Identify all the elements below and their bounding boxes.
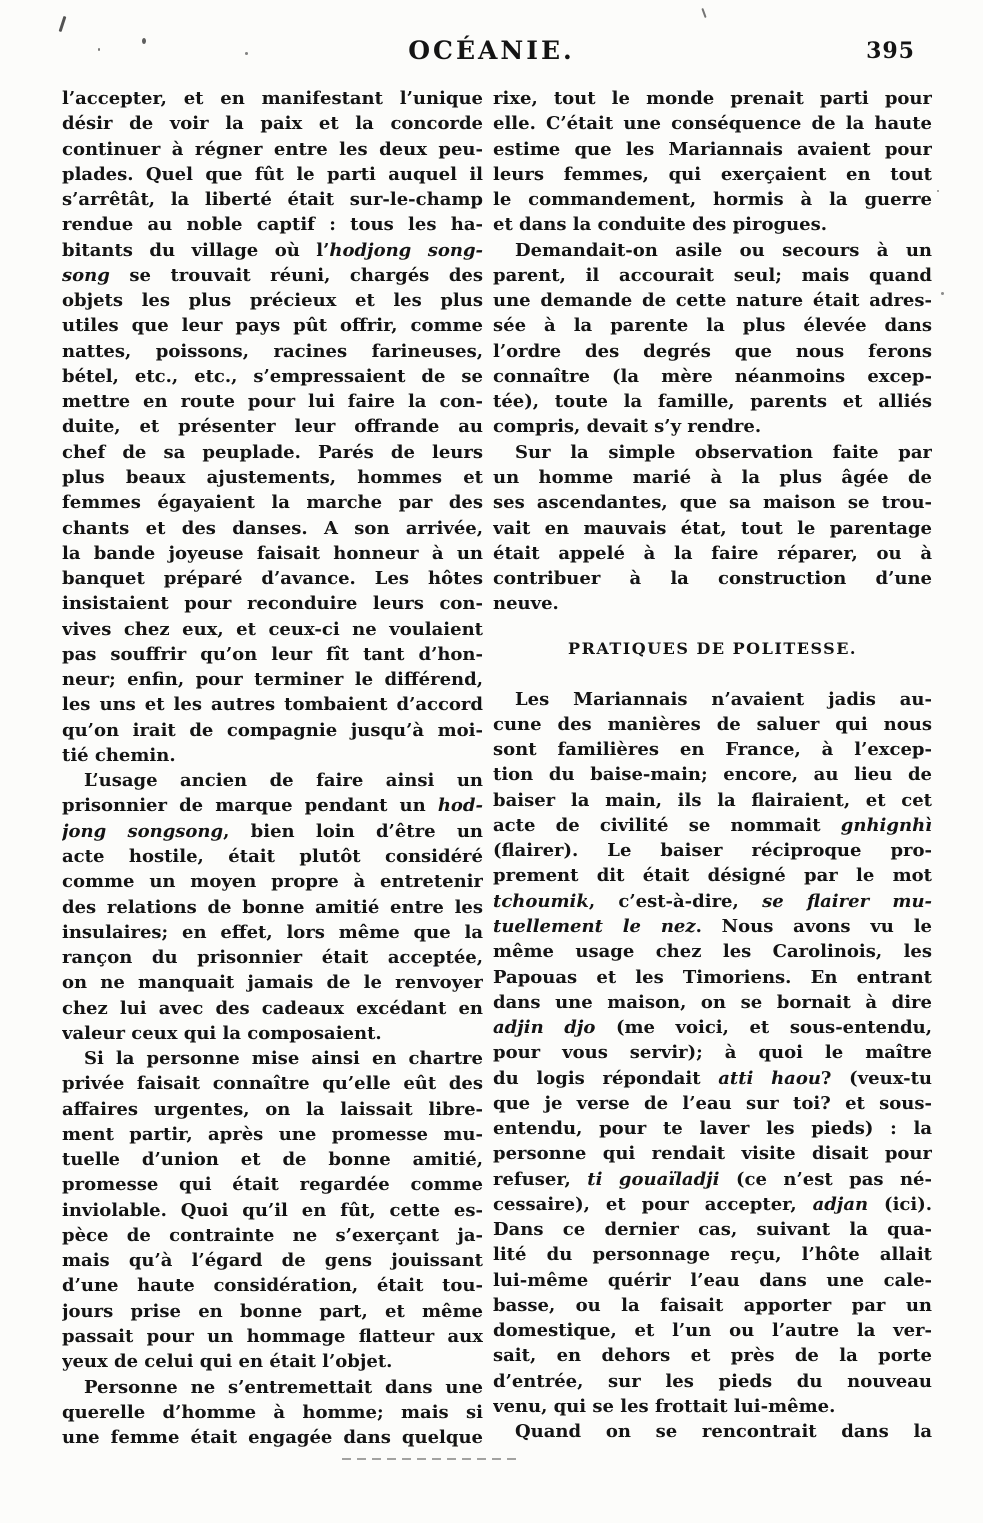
ink-speck bbox=[59, 16, 67, 32]
text-line: entendu, pour te laver les pieds) : la bbox=[493, 1118, 932, 1140]
section-heading: PRATIQUES DE POLITESSE. bbox=[568, 638, 857, 658]
text-line: le commandement, hormis à la guerre bbox=[493, 189, 932, 211]
text-columns bbox=[62, 86, 932, 1450]
text-line: affaires urgentes, on la laissait libre- bbox=[62, 1098, 483, 1120]
text-line: neur; enfin, pour terminer le différend, bbox=[62, 669, 483, 691]
text-line: valeur ceux qui la composaient. bbox=[62, 1022, 382, 1044]
text-line: continuer à régner entre les deux peu- bbox=[62, 138, 483, 160]
text-line: qu’on irait de compagnie jusqu’à moi- bbox=[62, 719, 483, 741]
text-line: tié chemin. bbox=[62, 744, 176, 766]
text-line: cessaire), et pour accepter, adjan (ici). bbox=[493, 1193, 932, 1215]
page-number: 395 bbox=[866, 38, 915, 64]
text-line: on ne manquait jamais de le renvoyer bbox=[62, 972, 483, 994]
ink-speck bbox=[98, 48, 100, 51]
text-line: sont familières en France, à l’excep- bbox=[493, 739, 932, 761]
text-line: rançon du prisonnier était acceptée, bbox=[62, 947, 483, 969]
text-line: prisonnier de marque pendant un hod- bbox=[62, 795, 483, 817]
paragraph bbox=[493, 86, 932, 238]
text-line: promesse qui était regardée comme bbox=[62, 1174, 483, 1196]
text-line: une femme était engagée dans quelque bbox=[62, 1427, 483, 1449]
text-line: dans une maison, on se bornait à dire bbox=[493, 991, 932, 1013]
paragraph bbox=[62, 1046, 483, 1374]
text-line: yeux de celui qui en était l’objet. bbox=[62, 1351, 393, 1373]
text-line: estime que les Mariannais avaient pour bbox=[493, 138, 932, 160]
ink-speck bbox=[245, 52, 248, 55]
text-line: Personne ne s’entremettait dans une bbox=[84, 1376, 483, 1398]
text-line: chants et des danses. A son arrivée, bbox=[62, 517, 483, 539]
text-line: la bande joyeuse faisait honneur à un bbox=[62, 542, 483, 564]
text-line: jong songsong, bien loin d’être un bbox=[62, 820, 483, 842]
text-line: une demande de cette nature était adres- bbox=[493, 290, 932, 312]
text-line: Si la personne mise ainsi en chartre bbox=[84, 1048, 483, 1070]
text-line: parent, il accourait seul; mais quand bbox=[493, 264, 932, 286]
text-line: Quand on se rencontrait dans la bbox=[515, 1421, 932, 1443]
text-line: mettre en route pour lui faire la con- bbox=[62, 391, 483, 413]
text-line: tchoumik, c’est-à-dire, se flairer mu- bbox=[493, 890, 932, 912]
text-line: sée à la parente la plus élevée dans bbox=[493, 315, 932, 337]
text-line: s’arrêtât, la liberté était sur-le-champ bbox=[62, 189, 483, 211]
text-line: refuser, ti gouaïladji (ce n’est pas né- bbox=[493, 1168, 932, 1190]
text-line: cune des manières de saluer qui nous bbox=[493, 713, 932, 735]
text-line: L’usage ancien de faire ainsi un bbox=[84, 770, 483, 792]
text-line: désir de voir la paix et la concorde bbox=[62, 113, 483, 135]
text-line: (flairer). Le baiser réciproque pro- bbox=[493, 840, 932, 862]
text-line: bitants du village où l’hodjong song- bbox=[62, 239, 483, 261]
text-line: neuve. bbox=[493, 593, 559, 615]
text-line: d’entrée, sur les pieds du nouveau bbox=[493, 1370, 932, 1392]
text-line: que je verse de l’eau sur toi? et sous- bbox=[493, 1092, 932, 1114]
page-header bbox=[0, 36, 983, 70]
running-title: OCÉANIE. bbox=[408, 36, 575, 65]
text-line: du logis répondait atti haou? (veux-tu bbox=[493, 1067, 932, 1089]
text-line: insulaires; en effet, lors même que la bbox=[62, 921, 483, 943]
text-line: Sur la simple observation faite par bbox=[515, 441, 932, 463]
ink-speck bbox=[142, 38, 146, 44]
text-line: chez lui avec des cadeaux excédant en bbox=[62, 997, 483, 1019]
text-line: banquet préparé d’avance. Les hôtes bbox=[62, 568, 483, 590]
paragraph bbox=[62, 768, 483, 1046]
text-line: sait, en dehors et près de la porte bbox=[493, 1345, 932, 1367]
text-line: les uns et les autres tombaient d’accord bbox=[62, 694, 483, 716]
paragraph bbox=[493, 238, 932, 440]
text-line: jours prise en bonne part, et même bbox=[62, 1300, 483, 1322]
text-line: baiser la main, ils la flairaient, et cet bbox=[493, 789, 932, 811]
text-line: prement dit était désigné par le mot bbox=[493, 865, 932, 887]
text-line: même usage chez les Carolinois, les bbox=[493, 941, 932, 963]
text-line: connaître (la mère néanmoins excep- bbox=[493, 365, 932, 387]
text-line: personne qui rendait visite disait pour bbox=[493, 1143, 932, 1165]
text-line: duite, et présenter leur offrande au bbox=[62, 416, 483, 438]
text-line: ses ascendantes, que sa maison se trou- bbox=[493, 492, 932, 514]
paragraph bbox=[62, 1375, 483, 1451]
text-line: insistaient pour reconduire leurs con- bbox=[62, 593, 483, 615]
scan-artifact-rule bbox=[342, 1458, 517, 1460]
text-line: contribuer à la construction d’une bbox=[493, 568, 932, 590]
text-line: Papouas et les Timoriens. En entrant bbox=[493, 966, 932, 988]
text-line: compris, devait s’y rendre. bbox=[493, 416, 762, 438]
text-line: acte de civilité se nommait gnhignhì bbox=[493, 814, 932, 836]
text-line: ment partir, après une promesse mu- bbox=[62, 1123, 483, 1145]
text-line: passait pour un hommage flatteur aux bbox=[62, 1326, 483, 1348]
ink-speck bbox=[701, 8, 706, 18]
text-line: privée faisait connaître qu’elle eût des bbox=[62, 1073, 483, 1095]
text-line: mais qu’à l’égard de gens jouissant bbox=[62, 1250, 483, 1272]
text-line: un homme marié à la plus âgée de bbox=[493, 466, 932, 488]
text-line: leurs femmes, qui exerçaient en tout bbox=[493, 163, 932, 185]
text-line: querelle d’homme à homme; mais si bbox=[62, 1401, 483, 1423]
text-line: tuelle d’union et de bonne amitié, bbox=[62, 1149, 483, 1171]
text-line: tion du baise-main; encore, au lieu de bbox=[493, 764, 932, 786]
text-line: song se trouvait réuni, chargés des bbox=[62, 264, 483, 286]
text-line: nattes, poissons, racines farineuses, bbox=[62, 340, 483, 362]
right-column bbox=[493, 86, 932, 1450]
text-line: était appelé à la faire réparer, ou à bbox=[493, 542, 932, 564]
text-line: comme un moyen propre à entretenir bbox=[62, 871, 483, 893]
text-line: tée), toute la famille, parents et alliés bbox=[493, 391, 932, 413]
text-line: utiles que leur pays pût offrir, comme bbox=[62, 315, 483, 337]
text-line: vives chez eux, et ceux-ci ne voulaient bbox=[62, 618, 483, 640]
text-line: l’ordre des degrés que nous ferons bbox=[493, 340, 932, 362]
text-line: basse, ou la faisait apporter par un bbox=[493, 1294, 932, 1316]
paragraph bbox=[493, 1419, 932, 1444]
text-line: pour vous servir); à quoi le maître bbox=[493, 1042, 932, 1064]
text-line: venu, qui se les frottait lui-même. bbox=[493, 1396, 836, 1418]
paragraph bbox=[493, 440, 932, 617]
text-line: objets les plus précieux et les plus bbox=[62, 290, 483, 312]
text-line: lui-même quérir l’eau dans une cale- bbox=[493, 1269, 932, 1291]
text-line: tuellement le nez. Nous avons vu le bbox=[493, 915, 932, 937]
text-line: adjin djo (me voici, et sous-entendu, bbox=[493, 1017, 932, 1039]
text-line: chef de sa peuplade. Parés de leurs bbox=[62, 441, 483, 463]
text-line: d’une haute considération, était tou- bbox=[62, 1275, 483, 1297]
ink-speck bbox=[941, 292, 944, 295]
text-line: pèce de contrainte ne s’exerçant ja- bbox=[62, 1224, 483, 1246]
text-line: Demandait-on asile ou secours à un bbox=[515, 239, 932, 261]
ink-speck bbox=[937, 190, 939, 192]
text-line: rendue au noble captif : tous les ha- bbox=[62, 214, 483, 236]
text-line: l’accepter, et en manifestant l’unique bbox=[62, 88, 483, 109]
text-line: pas souffrir qu’on leur fît tant d’hon- bbox=[62, 643, 483, 665]
text-line: acte hostile, était plutôt considéré bbox=[62, 845, 483, 867]
text-line: plades. Quel que fût le parti auquel il bbox=[62, 163, 483, 185]
text-line: plus beaux ajustements, hommes et bbox=[62, 466, 483, 488]
text-line: Les Mariannais n’avaient jadis au- bbox=[515, 688, 932, 710]
text-line: inviolable. Quoi qu’il en fût, cette es- bbox=[62, 1199, 483, 1221]
text-line: vait en mauvais état, tout le parentage bbox=[493, 517, 932, 539]
text-line: rixe, tout le monde prenait parti pour bbox=[493, 88, 932, 109]
paragraph bbox=[493, 687, 932, 1420]
text-line: des relations de bonne amitié entre les bbox=[62, 896, 483, 918]
text-line: et dans la conduite des pirogues. bbox=[493, 214, 828, 236]
text-line: bétel, etc., etc., s’empressaient de se bbox=[62, 365, 483, 387]
paragraph bbox=[62, 86, 483, 768]
text-line: elle. C’était une conséquence de la haute bbox=[493, 113, 932, 135]
text-line: Dans ce dernier cas, suivant la qua- bbox=[493, 1219, 932, 1241]
text-line: femmes égayaient la marche par des bbox=[62, 492, 483, 514]
text-line: domestique, et l’un ou l’autre la ver- bbox=[493, 1320, 932, 1342]
left-column bbox=[62, 86, 483, 1450]
text-line: lité du personnage reçu, l’hôte allait bbox=[493, 1244, 932, 1266]
